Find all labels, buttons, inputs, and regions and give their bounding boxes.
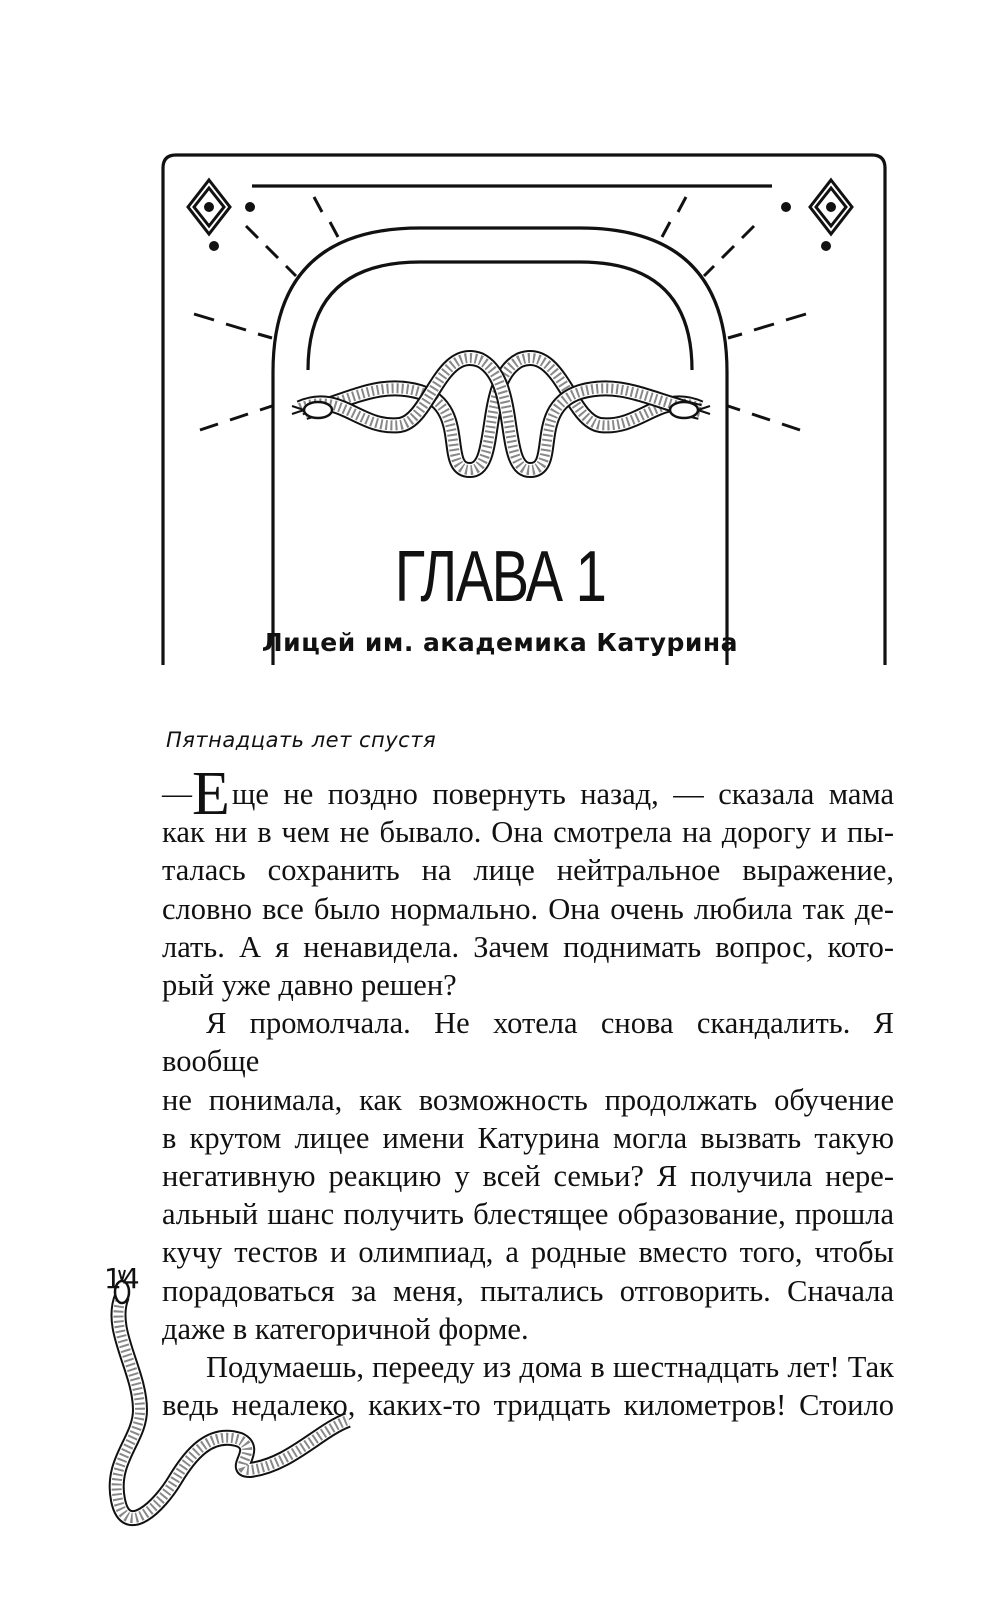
text-line: как ни в чем не бывало. Она смотрела на дорогу и пы- bbox=[162, 815, 894, 850]
text-line: в крутом лицее имени Катурина могла вызвать такую bbox=[162, 1120, 894, 1155]
text-line: ще не поздно повернуть назад, — сказала мама bbox=[231, 777, 894, 811]
text-line: Я промолчала. Не хотела снова скандалить. Я вообще bbox=[162, 1006, 894, 1079]
epigraph: Пятнадцать лет спустя bbox=[166, 728, 437, 752]
inner-arch bbox=[308, 262, 692, 370]
text-line: Подумаешь, перееду из дома в шестнадцать лет! Так bbox=[206, 1350, 894, 1385]
body-text bbox=[162, 760, 894, 1424]
text-line: словно все было нормально. Она очень любила так де- bbox=[162, 891, 894, 926]
text-line: альный шанс получить блестящее образование, прошла bbox=[162, 1197, 894, 1232]
paragraph-first-line bbox=[162, 760, 894, 829]
text-line: ведь недалеко, каких-то тридцать километров! Стоило bbox=[162, 1388, 894, 1423]
text-line: кучу тестов и олимпиад, а родные вместо того, чтобы bbox=[162, 1235, 894, 1270]
text-line: лать. А я ненавидела. Зачем поднимать вопрос, кото- bbox=[162, 929, 894, 964]
text-line: рый уже давно решен? bbox=[162, 968, 457, 1003]
dot bbox=[209, 241, 219, 251]
page-number: 14 bbox=[104, 1262, 140, 1295]
text-line: негативную реакцию у всей семьи? Я получила нере- bbox=[162, 1159, 894, 1194]
drop-cap: Е bbox=[192, 760, 230, 829]
twin-serpents-illustration bbox=[292, 358, 710, 470]
chapter-subtitle: Лицей им. академика Катурина bbox=[261, 628, 739, 657]
text-line: талась сохранить на лице нейтральное выражение, bbox=[162, 853, 894, 888]
dot bbox=[245, 202, 255, 212]
text-line: порадоваться за меня, пытались отговорить. Сначала bbox=[162, 1273, 894, 1308]
dot bbox=[781, 202, 791, 212]
text-line: даже в категоричной форме. bbox=[162, 1311, 529, 1346]
chapter-title: ГЛАВА 1 bbox=[394, 537, 606, 617]
dot bbox=[821, 241, 831, 251]
text-line: не понимала, как возможность продолжать обучение bbox=[162, 1082, 894, 1117]
dialogue-dash: — bbox=[162, 777, 192, 810]
eye-pupil-left bbox=[204, 202, 214, 212]
eye-pupil-right bbox=[826, 202, 836, 212]
